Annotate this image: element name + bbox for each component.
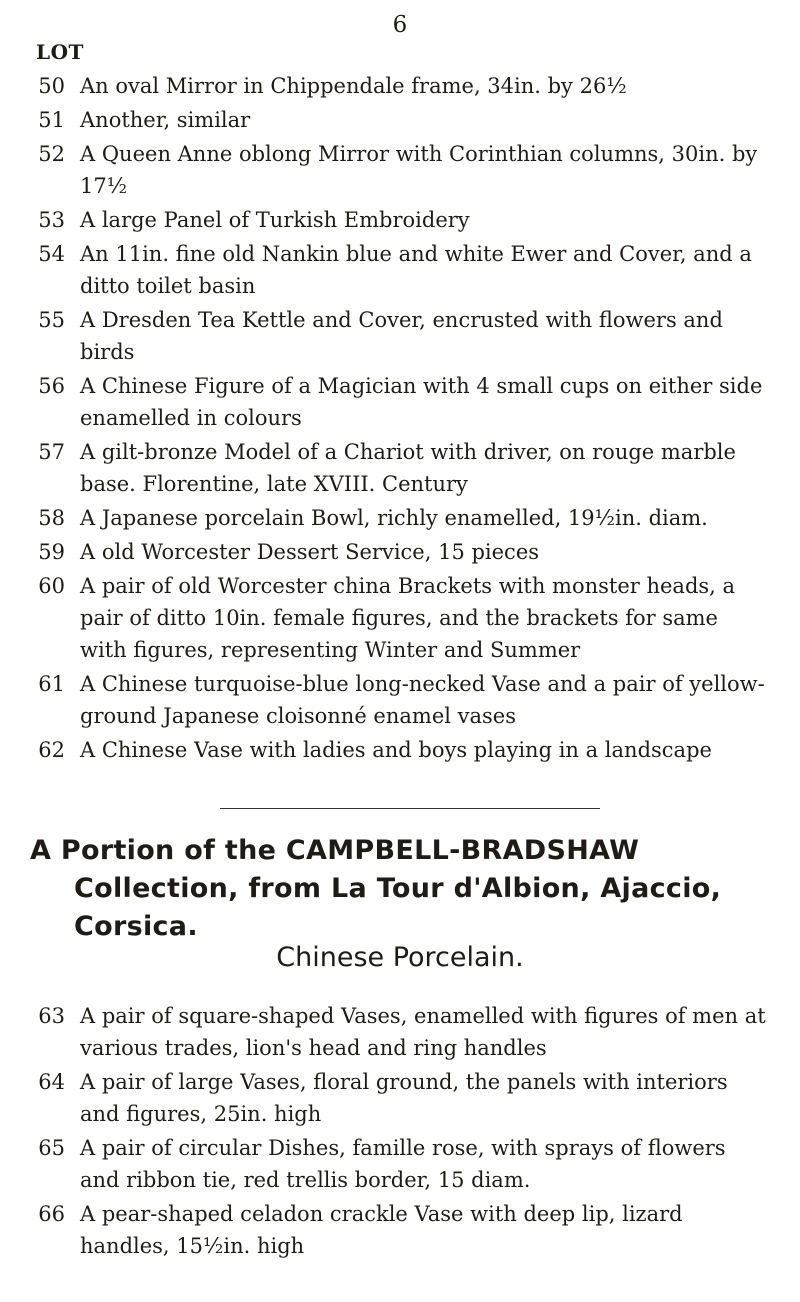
lot-entry (30, 70, 770, 102)
lot-description: A Dresden Tea Kettle and Cover, encrusted with flowers and birds (80, 308, 723, 364)
lot-entry (30, 304, 770, 368)
lot-number: 62 (38, 738, 65, 762)
lot-entry (30, 1000, 770, 1064)
section-title: A Portion of the CAMPBELL-BRADSHAW Collection, from La Tour d'Albion, Ajaccio, Corsica. (30, 835, 722, 942)
lot-entry (30, 570, 770, 666)
lot-description: A pair of square-shaped Vases, enamelled with figures of men at various trades, lion's head and ring handles (80, 1004, 766, 1060)
lot-number: 54 (38, 242, 65, 266)
lot-description: A Queen Anne oblong Mirror with Corinthian columns, 30in. by 17½ (80, 142, 758, 198)
lot-description: A Chinese Figure of a Magician with 4 small cups on either side enamelled in colours (80, 374, 763, 430)
lot-description: A old Worcester Dessert Service, 15 pieces (80, 540, 540, 564)
lot-number: 63 (38, 1004, 65, 1028)
lot-list-top (30, 70, 770, 768)
lot-description: Another, similar (80, 108, 251, 132)
lot-entry (30, 734, 770, 766)
lot-entry (30, 1132, 770, 1196)
lot-entry (30, 668, 770, 732)
lot-entry (30, 502, 770, 534)
lot-entry (30, 138, 770, 202)
lot-entry (30, 104, 770, 136)
lot-number: 55 (38, 308, 65, 332)
lot-list-bottom (30, 1000, 770, 1264)
lot-description: An oval Mirror in Chippendale frame, 34in. by 26½ (80, 74, 627, 98)
lot-number: 60 (38, 574, 65, 598)
page-number: 6 (392, 12, 408, 38)
lot-description: A pair of old Worcester china Brackets with monster heads, a pair of ditto 10in. female figures, and the brackets for same with figures, representing Winter and Summer (80, 574, 736, 662)
lot-number: 50 (38, 74, 65, 98)
lot-entry (30, 536, 770, 568)
lot-entry (30, 370, 770, 434)
lot-description: A pear-shaped celadon crackle Vase with deep lip, lizard handles, 15½in. high (80, 1202, 683, 1258)
lot-number: 58 (38, 506, 65, 530)
lot-description: A pair of circular Dishes, famille rose, with sprays of flowers and ribbon tie, red trellis border, 15 diam. (80, 1136, 726, 1192)
lot-description: A pair of large Vases, floral ground, the panels with interiors and figures, 25in. high (80, 1070, 728, 1126)
lot-entry (30, 1198, 770, 1262)
lot-entry (30, 238, 770, 302)
lot-number: 61 (38, 672, 65, 696)
lot-description: A Chinese turquoise-blue long-necked Vase and a pair of yellow-ground Japanese cloisonné enamel vases (80, 672, 765, 728)
lot-number: 51 (38, 108, 65, 132)
lot-number: 65 (38, 1136, 65, 1160)
lot-entry (30, 1066, 770, 1130)
lot-description: A gilt-bronze Model of a Chariot with driver, on rouge marble base. Florentine, late XVIII. Century (80, 440, 736, 496)
lot-number: 66 (38, 1202, 65, 1226)
lot-entry (30, 204, 770, 236)
lot-description: A Japanese porcelain Bowl, richly enamelled, 19½in. diam. (80, 506, 708, 530)
lot-number: 57 (38, 440, 65, 464)
lot-number: 53 (38, 208, 65, 232)
lot-column-header: LOT (36, 40, 84, 64)
lot-number: 52 (38, 142, 65, 166)
lot-description: A large Panel of Turkish Embroidery (80, 208, 470, 232)
section-subtitle: Chinese Porcelain. (276, 942, 524, 973)
lot-description: A Chinese Vase with ladies and boys playing in a landscape (80, 738, 712, 762)
lot-description: An 11in. fine old Nankin blue and white Ewer and Cover, and a ditto toilet basin (80, 242, 752, 298)
lot-number: 64 (38, 1070, 65, 1094)
lot-number: 56 (38, 374, 65, 398)
section-divider (220, 808, 600, 809)
lot-entry (30, 436, 770, 500)
lot-number: 59 (38, 540, 65, 564)
